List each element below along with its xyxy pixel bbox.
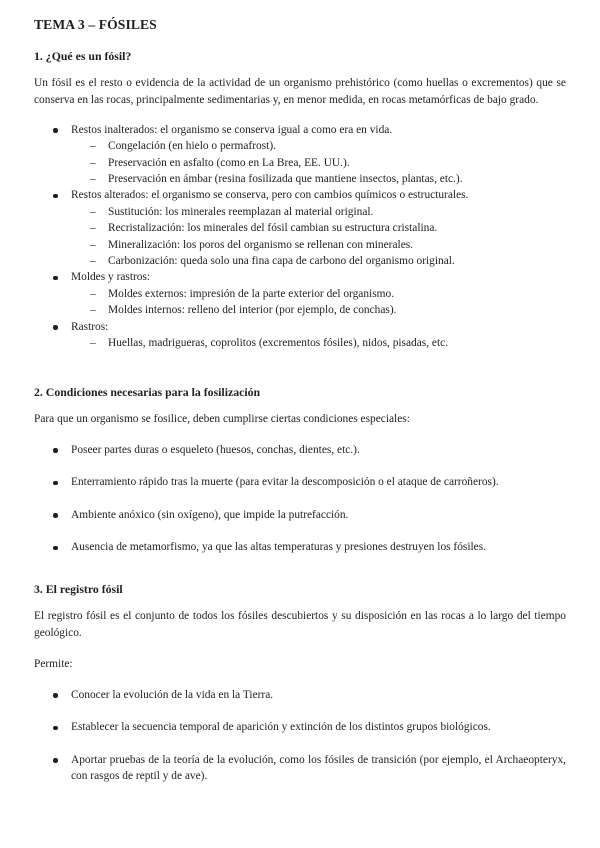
sublist-item: – Recristalización: los minerales del fósil cambian su estructura cristalina. — [71, 220, 566, 236]
list-item-rastros — [34, 319, 566, 352]
list-item-restos-inalterados — [34, 122, 566, 188]
section-2-heading: 2. Condiciones necesarias para la fosilización — [34, 384, 261, 399]
sublist — [71, 335, 566, 351]
list-item-restos-alterados — [34, 187, 566, 269]
list-item: Conocer la evolución de la vida en la Tierra. — [34, 687, 566, 703]
list-item-label: Restos alterados: el organismo se conserva, pero con cambios químicos o estructurales. — [71, 189, 469, 202]
sublist — [71, 204, 566, 270]
sublist-item: – Huellas, madrigueras, coprolitos (excrementos fósiles), nidos, pisadas, etc. — [71, 335, 566, 351]
list-item: Ambiente anóxico (sin oxígeno), que impide la putrefacción. — [34, 507, 566, 523]
sublist-item: – Moldes externos: impresión de la parte exterior del organismo. — [71, 286, 566, 302]
list-item: Ausencia de metamorfismo, ya que las altas temperaturas y presiones destruyen los fósiles. — [34, 539, 566, 555]
list-item: Establecer la secuencia temporal de aparición y extinción de los distintos grupos biológicos. — [34, 719, 566, 735]
sublist-item: – Carbonización: queda solo una fina capa de carbono del organismo original. — [71, 253, 566, 269]
list-item: Aportar pruebas de la teoría de la evolución, como los fósiles de transición (por ejemplo, el Archaeopteryx, con rasgos de reptil y de ave). — [34, 752, 566, 785]
sublist-item: – Moldes internos: relleno del interior (por ejemplo, de conchas). — [71, 302, 566, 318]
registro-uses-list — [34, 687, 566, 785]
conditions-list — [34, 442, 566, 556]
list-item-label: Moldes y rastros: — [71, 271, 151, 284]
fossil-types-list — [34, 122, 566, 352]
list-item-label: Restos inalterados: el organismo se conserva igual a como era en vida. — [71, 123, 393, 136]
sublist-item: – Preservación en ámbar (resina fosilizada que mantiene insectos, plantas, etc.). — [71, 171, 566, 187]
section-3-intro: El registro fósil es el conjunto de todos los fósiles descubiertos y su disposición en las rocas a lo largo del tiempo geológico. — [34, 609, 566, 639]
section-1-heading: 1. ¿Qué es un fósil? — [34, 49, 132, 63]
sublist-item: – Sustitución: los minerales reemplazan al material original. — [71, 204, 566, 220]
list-item: Poseer partes duras o esqueleto (huesos, conchas, dientes, etc.). — [34, 442, 566, 458]
section-2-intro: Para que un organismo se fosilice, deben cumplirse ciertas condiciones especiales: — [34, 412, 410, 425]
section-1-intro: Un fósil es el resto o evidencia de la actividad de un organismo prehistórico (como huellas o excrementos) que se conserva en las rocas, principalmente sedimentarias y, en menor medida, en rocas metamórficas de bajo grado. — [34, 77, 566, 107]
section-3-heading: 3. El registro fósil — [34, 581, 123, 596]
sublist — [71, 138, 566, 187]
sublist — [71, 286, 566, 319]
sublist-item: – Preservación en asfalto (como en La Brea, EE. UU.). — [71, 155, 566, 171]
list-item: Enterramiento rápido tras la muerte (para evitar la descomposición o el ataque de carroñeros). — [34, 474, 566, 490]
list-item-label: Rastros: — [71, 320, 109, 333]
permite-label: Permite: — [34, 658, 73, 671]
sublist-item: – Congelación (en hielo o permafrost). — [71, 138, 566, 154]
page-title: TEMA 3 – FÓSILES — [34, 17, 157, 32]
sublist-item: – Mineralización: los poros del organismo se rellenan con minerales. — [71, 237, 566, 253]
list-item-moldes-rastros — [34, 269, 566, 318]
